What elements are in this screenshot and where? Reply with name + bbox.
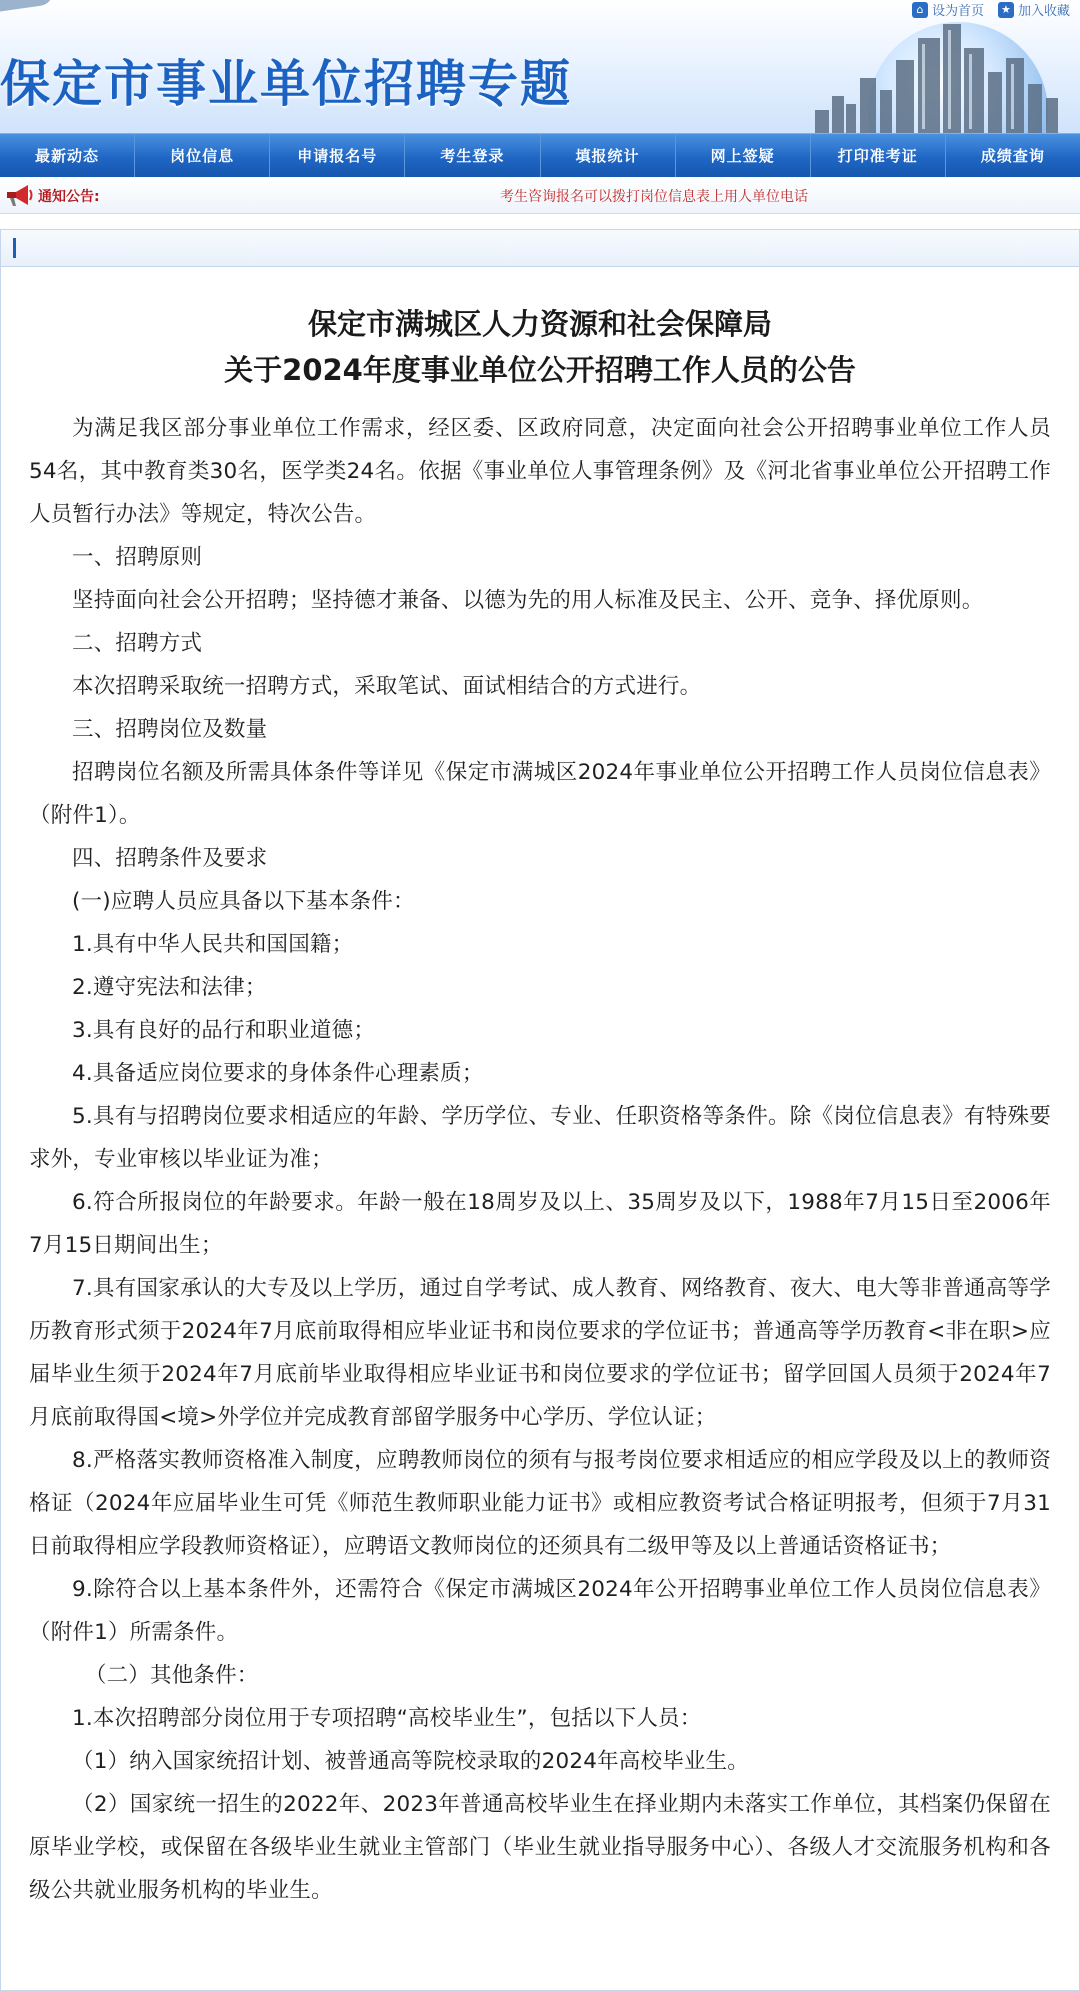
notice-text[interactable]: 考生咨询报名可以拨打岗位信息表上用人单位电话 bbox=[500, 189, 808, 205]
list-item: 1.具有中华人民共和国国籍； bbox=[72, 932, 354, 957]
home-icon: ⌂ bbox=[912, 2, 928, 18]
list-item: 5.具有与招聘岗位要求相适应的年龄、学历学位、专业、任职资格等条件。除《岗位信息表》有特殊要求外，专业审核以毕业证为准； bbox=[29, 1104, 1051, 1172]
list-item: （1）纳入国家统招计划、被普通高等院校录取的2024年高校毕业生。 bbox=[72, 1749, 749, 1774]
list-item: 4.具备适应岗位要求的身体条件心理素质； bbox=[72, 1061, 484, 1086]
megaphone-icon bbox=[4, 181, 34, 209]
list-item: 1.本次招聘部分岗位用于专项招聘“高校毕业生”，包括以下人员： bbox=[72, 1706, 702, 1731]
list-item: 3.具有良好的品行和职业道德； bbox=[72, 1018, 376, 1043]
add-favorite-link[interactable] bbox=[998, 0, 1070, 19]
nav-online-qa[interactable]: 网上签疑 bbox=[676, 134, 811, 178]
list-item: 2.遵守宪法和法律； bbox=[72, 975, 267, 1000]
content-header-bar bbox=[1, 230, 1079, 267]
nav-registration-stats[interactable]: 填报统计 bbox=[541, 134, 676, 178]
main-nav bbox=[0, 133, 1080, 178]
list-item: 8.严格落实教师资格准入制度，应聘教师岗位的须有与报考岗位要求相适应的相应学段及以上的教师资格证（2024年应届毕业生可凭《师范生教师职业能力证书》或相应教资考试合格证明报考，但须于7月31日前取得相应学段教师资格证），应聘语文教师岗位的还须具有二级甲等及以上普通话资格证书； bbox=[29, 1448, 1051, 1559]
article-container bbox=[0, 229, 1080, 1991]
paragraph-intro: 为满足我区部分事业单位工作需求，经区委、区政府同意，决定面向社会公开招聘事业单位工作人员54名，其中教育类30名，医学类24名。依据《事业单位人事管理条例》及《河北省事业单位公开招聘工作人员暂行办法》等规定，特次公告。 bbox=[29, 416, 1051, 527]
list-item: 6.符合所报岗位的年龄要求。年龄一般在18周岁及以上、35周岁及以下，1988年7月15日至2006年7月15日期间出生； bbox=[29, 1190, 1051, 1258]
nav-latest-news[interactable]: 最新动态 bbox=[0, 134, 135, 178]
article-body bbox=[1, 407, 1079, 1912]
article-title-line-1: 保定市满城区人力资源和社会保障局 bbox=[307, 307, 772, 341]
subsection-heading: （二）其他条件： bbox=[84, 1663, 259, 1688]
paragraph: 本次招聘采取统一招聘方式，采取笔试、面试相结合的方式进行。 bbox=[72, 674, 702, 699]
add-favorite-label: 加入收藏 bbox=[1017, 4, 1070, 19]
section-marker bbox=[13, 238, 16, 258]
notice-label: 通知公告: bbox=[38, 189, 100, 205]
section-heading-1: 一、招聘原则 bbox=[72, 545, 203, 570]
list-item: （2）国家统一招生的2022年、2023年普通高校毕业生在择业期内未落实工作单位，其档案仍保留在原毕业学校，或保留在各级毕业生就业主管部门（毕业生就业指导服务中心）、各级人才交流服务机构和各级公共就业服务机构的毕业生。 bbox=[29, 1792, 1051, 1903]
section-heading-3: 三、招聘岗位及数量 bbox=[72, 717, 268, 742]
set-homepage-link[interactable] bbox=[912, 0, 984, 19]
site-header bbox=[0, 0, 1080, 133]
nav-print-admission-ticket[interactable]: 打印准考证 bbox=[811, 134, 946, 178]
list-item: 7.具有国家承认的大专及以上学历，通过自学考试、成人教育、网络教育、夜大、电大等非普通高等学历教育形式须于2024年7月底前取得相应毕业证书和岗位要求的学位证书；普通高等学历教育<非在职>应届毕业生须于2024年7月底前毕业取得相应毕业证书和岗位要求的学位证书；留学回国人员须于2024年7月底前取得国<境>外学位并完成教育部留学服务中心学历、学位认证； bbox=[29, 1276, 1051, 1430]
nav-score-query[interactable]: 成绩查询 bbox=[980, 147, 1045, 165]
nav-candidate-login[interactable]: 考生登录 bbox=[405, 134, 540, 178]
star-icon: ★ bbox=[998, 2, 1014, 18]
section-heading-4: 四、招聘条件及要求 bbox=[72, 846, 268, 871]
site-title: 保定市事业单位招聘专题 bbox=[0, 55, 572, 113]
paragraph: 坚持面向社会公开招聘；坚持德才兼备、以德为先的用人标准及民主、公开、竞争、择优原则。 bbox=[72, 588, 984, 613]
notice-bar bbox=[0, 177, 1080, 214]
section-heading-2: 二、招聘方式 bbox=[72, 631, 203, 656]
nav-apply-number[interactable]: 申请报名号 bbox=[270, 134, 405, 178]
article-title bbox=[1, 301, 1079, 393]
list-item: 9.除符合以上基本条件外，还需符合《保定市满城区2024年公开招聘事业单位工作人员岗位信息表》（附件1）所需条件。 bbox=[29, 1577, 1051, 1645]
nav-job-info[interactable]: 岗位信息 bbox=[135, 134, 270, 178]
paragraph: 招聘岗位名额及所需具体条件等详见《保定市满城区2024年事业单位公开招聘工作人员岗位信息表》（附件1）。 bbox=[29, 760, 1051, 828]
subsection-heading: (一)应聘人员应具备以下基本条件： bbox=[72, 889, 415, 914]
set-homepage-label: 设为首页 bbox=[931, 4, 984, 19]
top-links bbox=[912, 0, 1070, 19]
article-title-line-2: 关于2024年度事业单位公开招聘工作人员的公告 bbox=[224, 353, 856, 387]
